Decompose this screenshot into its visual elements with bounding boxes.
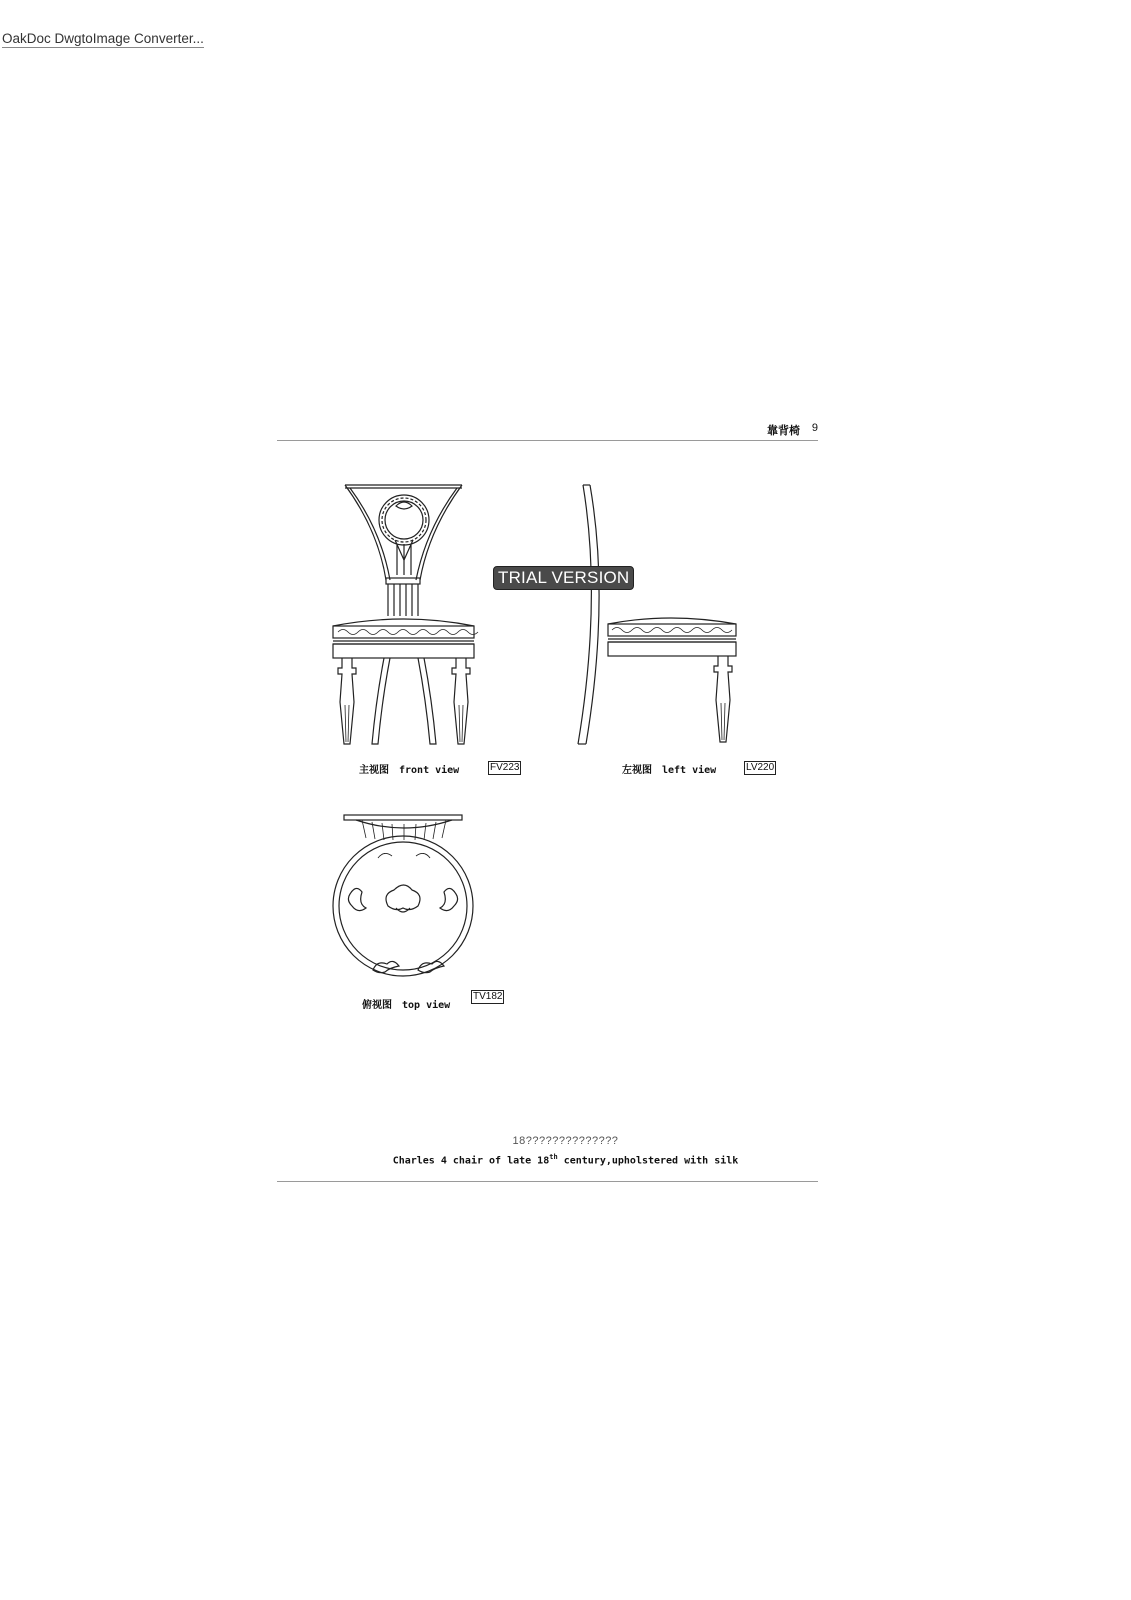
trial-version-watermark: TRIAL VERSION [493,566,634,590]
front-view-label-en: front view [399,765,460,776]
left-view-label-en: left view [662,765,717,776]
bottom-rule [277,1181,818,1182]
front-view-label [359,761,459,776]
caption-chinese: 18?????????????? [512,1135,619,1147]
top-view-label-en: top view [402,1000,451,1011]
caption-en-prefix: Charles 4 chair of late 18 [392,1155,550,1167]
left-view-drawing [578,485,736,744]
top-view-label [362,996,450,1011]
front-view-drawing [333,485,478,744]
top-view-label-cn: 俯视图 [362,1000,392,1011]
header-title: 靠背椅 [767,425,800,437]
converter-link[interactable]: OakDoc DwgtoImage Converter... [2,31,204,46]
caption-en-suffix: century,upholstered with silk [557,1155,739,1167]
left-view-code: LV220 [746,762,775,773]
front-view-label-cn: 主视图 [359,765,389,776]
front-view-code: FV223 [490,762,520,773]
caption-en-sup: th [549,1153,558,1161]
top-view-code: TV182 [473,991,503,1002]
page-number: 9 [811,422,818,434]
left-view-label-cn: 左视图 [622,765,652,776]
left-view-label [622,761,716,776]
top-view-drawing [333,815,473,976]
caption-english [0,1153,1131,1166]
